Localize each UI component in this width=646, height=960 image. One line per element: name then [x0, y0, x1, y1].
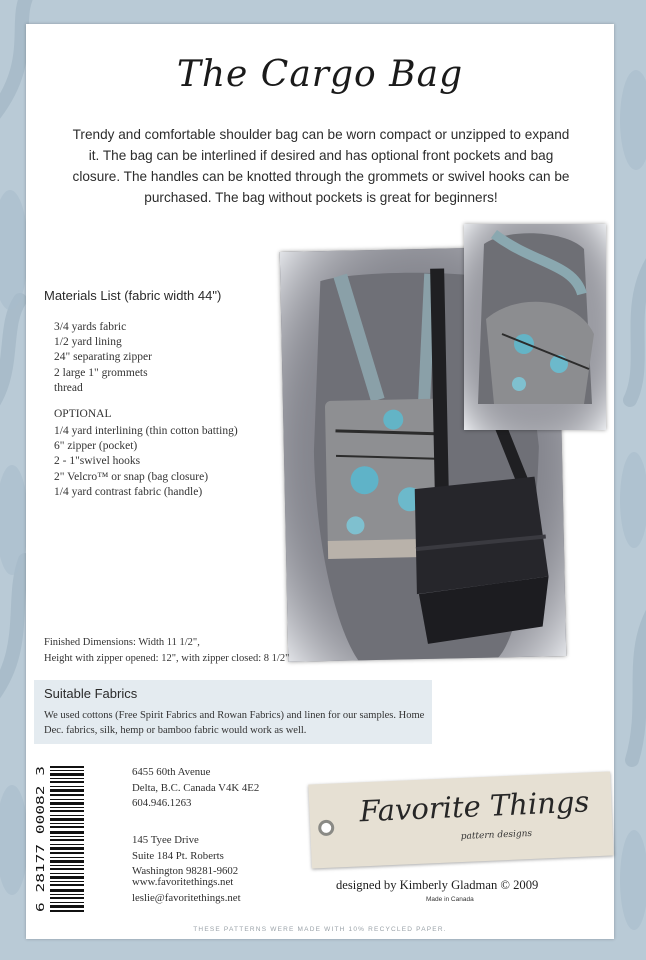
- recycled-paper-note: THESE PATTERNS WERE MADE WITH 10% RECYCLED PAPER.: [193, 926, 447, 933]
- materials-item: 1/2 yard lining: [54, 336, 122, 349]
- address-line: Washington 98281-9602: [132, 865, 239, 877]
- barcode-digits: 6 28177 00082 3: [34, 812, 47, 912]
- optional-item: 2" Velcro™ or snap (bag closure): [54, 470, 209, 483]
- bag-illustration-detail: [464, 224, 606, 430]
- optional-heading: OPTIONAL: [54, 408, 112, 420]
- address-usa: [132, 833, 238, 880]
- website-link[interactable]: www.favoritethings.net: [132, 876, 234, 888]
- grommet-icon: [318, 820, 335, 837]
- made-in-label: Made in Canada: [426, 896, 474, 903]
- barcode: [30, 762, 88, 916]
- brand-tagline: pattern designs: [460, 828, 533, 843]
- email-link[interactable]: leslie@favoritethings.net: [132, 891, 241, 904]
- materials-item: 3/4 yards fabric: [54, 321, 127, 333]
- finished-dimensions-line: Height with zipper opened: 12", with zipper closed: 8 1/2": [44, 653, 290, 664]
- materials-item: 2 large 1" grommets: [54, 366, 148, 379]
- optional-item: 2 - 1"swivel hooks: [54, 455, 141, 468]
- optional-item: 1/4 yard interlining (thin cotton batting): [54, 425, 238, 437]
- address-line: 604.946.1263: [132, 797, 192, 809]
- optional-list: [54, 424, 238, 500]
- bag-photo-detail: [464, 224, 606, 430]
- optional-item: 6" zipper (pocket): [54, 440, 138, 453]
- finished-dimensions: [44, 635, 289, 667]
- materials-list: [54, 320, 152, 396]
- brand-name: Favorite Things: [358, 784, 590, 829]
- suitable-fabrics-box: [34, 680, 432, 744]
- brand-tag: [308, 771, 613, 868]
- address-line: 6455 60th Avenue: [132, 766, 211, 778]
- designer-credit: designed by Kimberly Gladman © 2009: [336, 878, 539, 892]
- address-line: Delta, B.C. Canada V4K 4E2: [132, 781, 260, 794]
- contact-info: [132, 875, 241, 906]
- pattern-card: [26, 24, 614, 939]
- address-line: Suite 184 Pt. Roberts: [132, 849, 224, 862]
- suitable-fabrics-text: We used cottons (Free Spirit Fabrics and Rowan Fabrics) and linen for our samples. Home Dec. fabrics, silk, hemp or bamboo fabric would work as well.: [44, 710, 425, 736]
- page-title: The Cargo Bag: [176, 54, 464, 95]
- materials-item: thread: [54, 381, 83, 394]
- intro-paragraph: Trendy and comfortable shoulder bag can be worn compact or unzipped to expand it. The bag can be interlined if desired and has optional front pockets and bag closure. The handles can be knotted through the grommets or swivel hooks can be purchased. The bag without pockets is great for beginners!: [72, 127, 570, 205]
- finished-dimensions-line: Finished Dimensions: Width 11 1/2",: [44, 637, 200, 648]
- address-canada: [132, 765, 259, 812]
- suitable-fabrics-heading: Suitable Fabrics: [44, 686, 138, 701]
- materials-heading: Materials List (fabric width 44"): [44, 288, 222, 303]
- optional-item: 1/4 yard contrast fabric (handle): [54, 485, 203, 498]
- address-line: 145 Tyee Drive: [132, 834, 199, 846]
- materials-item: 24" separating zipper: [54, 351, 152, 364]
